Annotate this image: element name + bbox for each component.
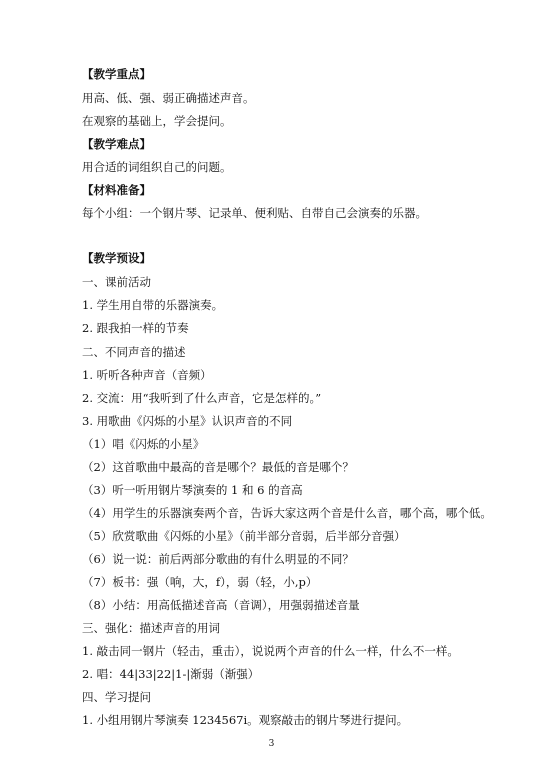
difficulty-heading: 【教学难点】 [82,137,151,151]
section-2-item-2: 2. 交流：用“我听到了什么声音，它是怎样的。” [82,391,322,405]
section-2-subitem-3: （3）听一听用钢片琴演奏的 1 和 6 的音高 [82,483,303,497]
section-2-subitem-2: （2）这首歌曲中最高的音是哪个？最低的音是哪个？ [82,460,354,474]
section-4-title: 四、学习提问 [82,690,151,704]
section-1-item-2: 2. 跟我拍一样的节奏 [82,321,189,335]
section-2-title: 二、不同声音的描述 [82,345,186,359]
section-2-subitem-4: （4）用学生的乐器演奏两个音，告诉大家这两个音是什么音，哪个高，哪个低。 [82,506,492,520]
difficulty-line-1: 用合适的词组织自己的问题。 [82,160,232,174]
section-2-subitem-8: （8）小结：用高低描述音高（音调），用强弱描述音量 [82,598,360,612]
section-4-item-1: 1. 小组用钢片琴演奏 1234567i。观察敲击的钢片琴进行提问。 [82,713,409,727]
section-2-subitem-5: （5）欣赏歌曲《闪烁的小星》（前半部分音弱，后半部分音强） [82,529,406,543]
section-3-item-1: 1. 敲击同一钢片（轻击，重击），说说两个声音的什么一样，什么不一样。 [82,644,459,658]
materials-heading: 【材料准备】 [82,183,151,197]
section-1-title: 一、课前活动 [82,275,151,289]
materials-line-1: 每个小组：一个钢片琴、记录单、便利贴、自带自己会演奏的乐器。 [82,206,427,220]
section-1-item-1: 1. 学生用自带的乐器演奏。 [82,298,224,312]
design-heading: 【教学预设】 [82,251,151,265]
section-2-item-3: 3. 用歌曲《闪烁的小星》认识声音的不同 [82,414,293,428]
section-2-item-1: 1. 听听各种声音（音频） [82,368,212,382]
section-3-item-2: 2. 唱：44|33|22|1-|渐弱（渐强） [82,667,260,681]
key-points-heading: 【教学重点】 [82,67,151,81]
section-2-subitem-6: （6）说一说：前后两部分歌曲的有什么明显的不同？ [82,552,354,566]
section-2-subitem-7: （7）板书：强（响，大，f），弱（轻，小,p） [82,575,318,589]
key-points-line-1: 用高、低、强、弱正确描述声音。 [82,91,255,105]
section-3-title: 三、强化：描述声音的用词 [82,621,220,635]
section-2-subitem-1: （1）唱《闪烁的小星》 [82,437,205,451]
page-number: 3 [268,739,275,749]
key-points-line-2: 在观察的基础上，学会提问。 [82,114,232,128]
